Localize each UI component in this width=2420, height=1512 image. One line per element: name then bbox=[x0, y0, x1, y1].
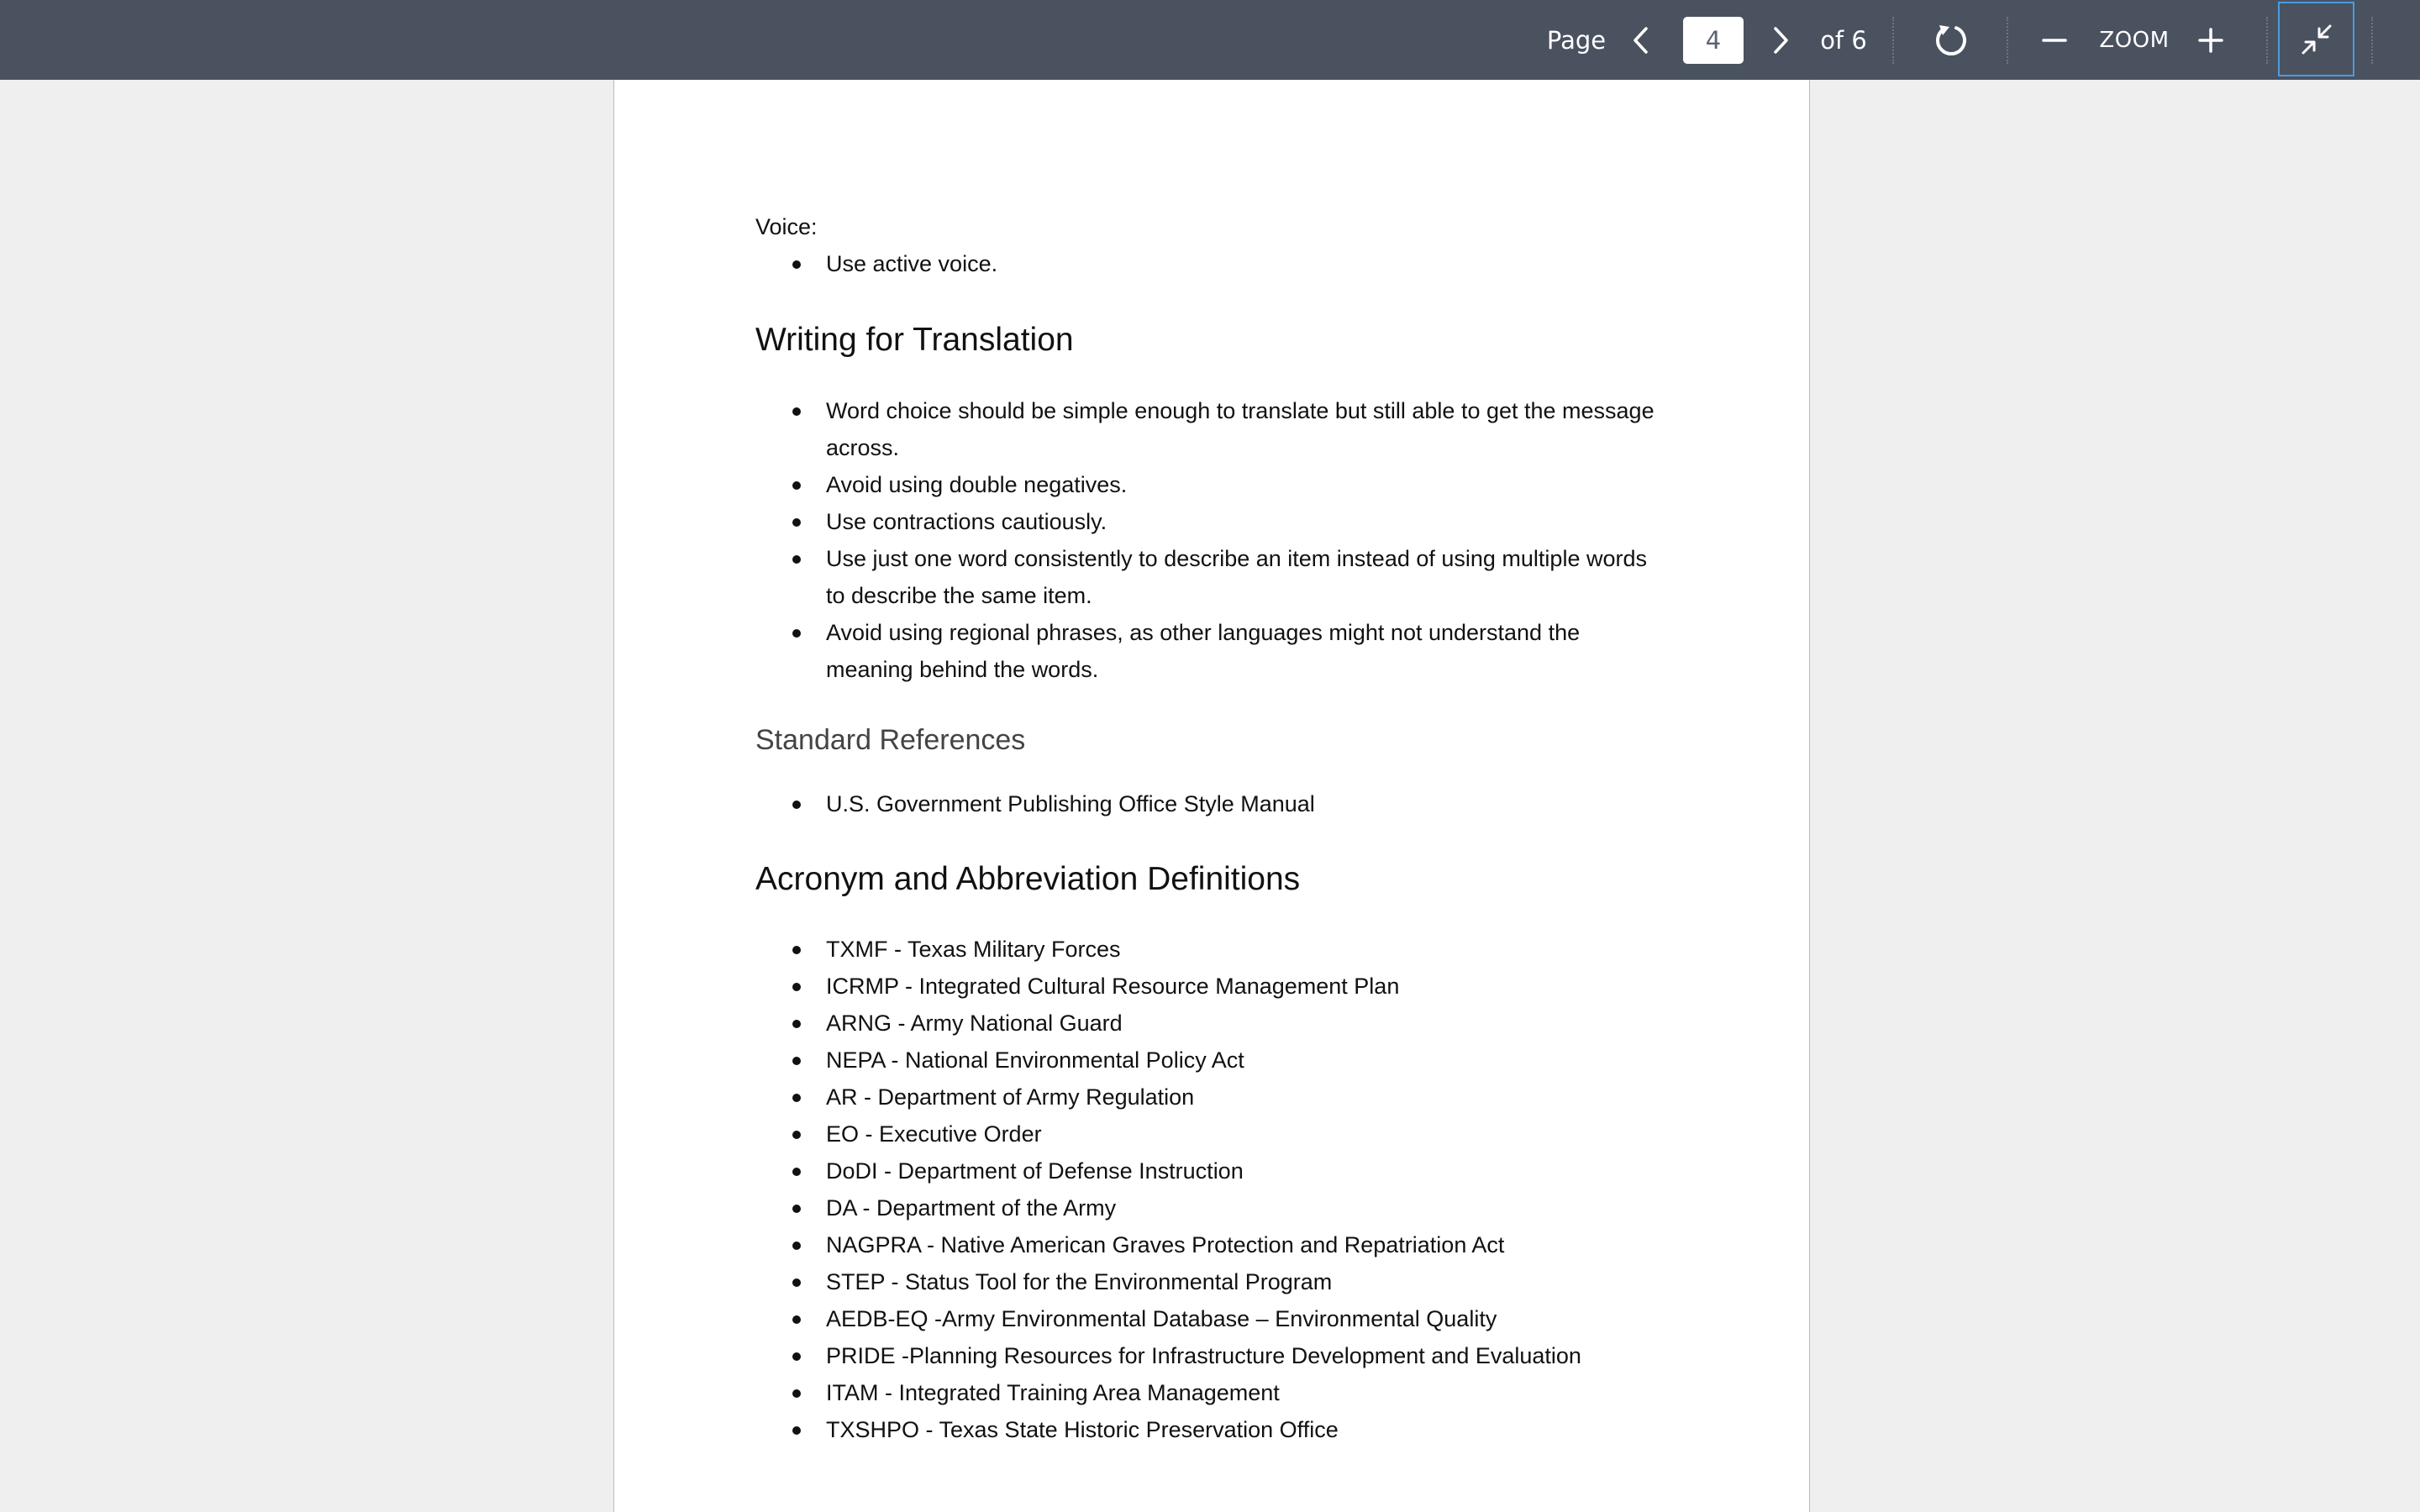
plus-icon bbox=[2197, 27, 2224, 54]
zoom-label: ZOOM bbox=[2099, 27, 2170, 53]
list-item: ARNG - Army National Guard bbox=[755, 1005, 1663, 1042]
list-item: U.S. Government Publishing Office Style Manual bbox=[755, 785, 1663, 822]
list-item: Word choice should be simple enough to translate but still able to get the message across. bbox=[755, 392, 1663, 466]
chevron-right-icon bbox=[1770, 26, 1791, 55]
list-item: NEPA - National Environmental Policy Act bbox=[755, 1042, 1663, 1079]
next-page-button[interactable] bbox=[1760, 0, 1802, 80]
previous-page-button[interactable] bbox=[1620, 0, 1662, 80]
page-number-input[interactable] bbox=[1683, 17, 1744, 64]
standard-references-heading: Standard References bbox=[755, 724, 1026, 756]
toolbar-divider bbox=[2371, 17, 2373, 64]
list-item: Avoid using double negatives. bbox=[755, 466, 1663, 503]
list-item: NAGPRA - Native American Graves Protection and Repatriation Act bbox=[755, 1226, 1663, 1263]
list-item: ICRMP - Integrated Cultural Resource Management Plan bbox=[755, 968, 1663, 1005]
list-item: TXMF - Texas Military Forces bbox=[755, 931, 1663, 968]
viewer-toolbar bbox=[0, 0, 2420, 80]
zoom-out-button[interactable] bbox=[2033, 0, 2075, 80]
list-item: EO - Executive Order bbox=[755, 1116, 1663, 1152]
zoom-in-button[interactable] bbox=[2190, 0, 2232, 80]
rotate-icon bbox=[1933, 22, 1970, 59]
list-item: DA - Department of the Army bbox=[755, 1189, 1663, 1226]
page-label: Page bbox=[1546, 25, 1607, 55]
references-list bbox=[755, 785, 1663, 822]
toolbar-divider bbox=[1892, 17, 1894, 64]
voice-label: Voice: bbox=[755, 214, 818, 239]
list-item: Use just one word consistently to describe an item instead of using multiple words to describe the same item. bbox=[755, 540, 1663, 614]
list-item: Avoid using regional phrases, as other languages might not understand the meaning behind the words. bbox=[755, 614, 1663, 688]
exit-fullscreen-button[interactable] bbox=[2278, 2, 2354, 76]
list-item: PRIDE -Planning Resources for Infrastructure Development and Evaluation bbox=[755, 1337, 1663, 1374]
list-item: TXSHPO - Texas State Historic Preservation Office bbox=[755, 1411, 1663, 1448]
list-item: Use contractions cautiously. bbox=[755, 503, 1663, 540]
total-pages-label: of 6 bbox=[1820, 25, 1867, 55]
chevron-left-icon bbox=[1630, 26, 1652, 55]
translation-list bbox=[755, 392, 1663, 688]
toolbar-divider bbox=[2266, 17, 2268, 64]
list-item: ITAM - Integrated Training Area Management bbox=[755, 1374, 1663, 1411]
list-item: STEP - Status Tool for the Environmental Program bbox=[755, 1263, 1663, 1300]
exit-fullscreen-icon bbox=[2300, 23, 2333, 56]
acronym-definitions-heading: Acronym and Abbreviation Definitions bbox=[755, 861, 1301, 897]
voice-list bbox=[755, 245, 1663, 282]
rotate-button[interactable] bbox=[1926, 0, 1976, 80]
acronyms-list bbox=[755, 931, 1663, 1448]
list-item: AR - Department of Army Regulation bbox=[755, 1079, 1663, 1116]
list-item: AEDB-EQ -Army Environmental Database – Environmental Quality bbox=[755, 1300, 1663, 1337]
writing-for-translation-heading: Writing for Translation bbox=[755, 322, 1074, 358]
list-item: DoDI - Department of Defense Instruction bbox=[755, 1152, 1663, 1189]
toolbar-divider bbox=[2007, 17, 2008, 64]
list-item: Use active voice. bbox=[755, 245, 1663, 282]
minus-icon bbox=[2041, 27, 2068, 54]
document-page bbox=[613, 80, 1810, 1512]
